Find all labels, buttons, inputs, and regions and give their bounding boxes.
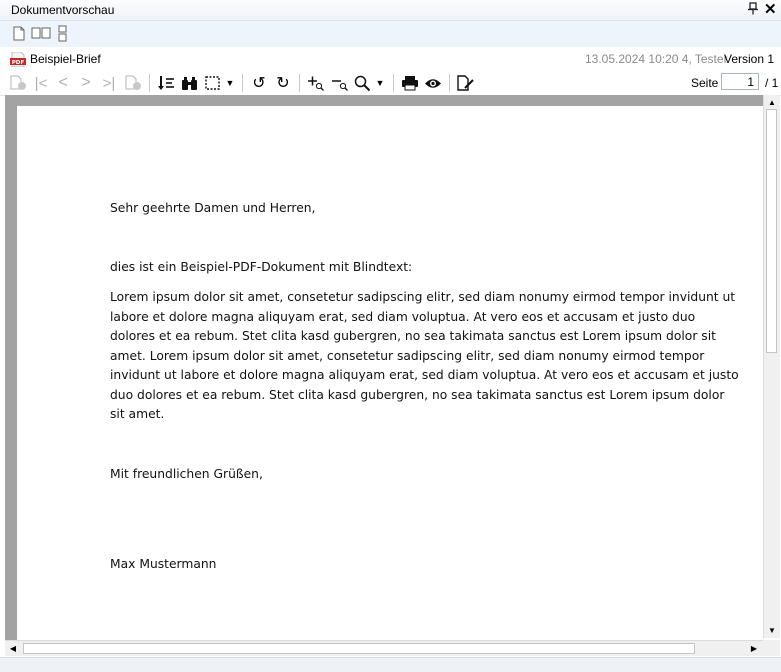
pin-icon[interactable]: [748, 2, 758, 18]
scroll-up-icon[interactable]: ▲: [768, 98, 776, 107]
svg-text:PDF: PDF: [11, 59, 25, 66]
previous-page-icon[interactable]: <: [58, 74, 68, 91]
view-mode-bar: [0, 21, 781, 47]
page-number-input[interactable]: 1: [721, 73, 759, 90]
letter-body-line: amet. Lorem ipsum dolor sit amet, consetetur sadipscing elitr, sed diam nonumy eirmod tempor: [110, 349, 705, 363]
print-icon[interactable]: [400, 74, 420, 92]
add-page-after-icon[interactable]: [124, 74, 142, 92]
window-title: Dokumentvorschau: [11, 3, 115, 17]
edit-document-icon[interactable]: [456, 74, 476, 92]
letter-signature: Max Mustermann: [110, 557, 217, 571]
zoom-in-icon[interactable]: [306, 74, 326, 92]
scroll-down-icon[interactable]: ▼: [768, 626, 776, 635]
vertical-scroll-thumb[interactable]: [766, 109, 777, 353]
rotate-left-icon[interactable]: ↺: [252, 75, 266, 92]
chevron-down-icon[interactable]: ▼: [375, 78, 385, 88]
scroll-right-icon[interactable]: ▶: [750, 644, 758, 653]
first-page-icon[interactable]: |<: [34, 74, 48, 92]
close-icon[interactable]: ✕: [764, 1, 777, 18]
document-name: Beispiel-Brief: [30, 52, 101, 66]
sort-icon[interactable]: [156, 74, 176, 92]
letter-body-line: duo dolores et ea rebum. Stet clita kasd gubergren, no sea takimata sanctus est Lorem ipsum dolor: [110, 388, 725, 402]
bottom-border: [0, 657, 781, 672]
toolbar-separator: [393, 74, 394, 92]
document-viewport[interactable]: [5, 95, 763, 640]
chevron-down-icon[interactable]: ▼: [225, 78, 235, 88]
next-page-icon[interactable]: >: [81, 74, 91, 91]
letter-body-line: dolores et ea rebum. Stet clita kasd gubergren, no sea takimata sanctus est Lorem ipsum dolor sit: [110, 329, 716, 343]
letter-body-line: sit amet.: [110, 407, 165, 421]
zoom-out-icon[interactable]: [330, 74, 350, 92]
toolbar-separator: [299, 74, 300, 92]
horizontal-scroll-thumb[interactable]: [23, 643, 695, 654]
document-page: [17, 106, 763, 640]
two-page-icon[interactable]: [31, 25, 51, 41]
zoom-icon[interactable]: [353, 74, 371, 92]
letter-intro: dies ist ein Beispiel-PDF-Dokument mit Blindtext:: [110, 260, 413, 274]
toolbar-separator: [449, 74, 450, 92]
document-info-bar: [0, 48, 781, 70]
letter-closing: Mit freundlichen Grüßen,: [110, 467, 263, 481]
pdf-file-icon: [10, 52, 26, 70]
scroll-corner: [763, 640, 780, 656]
title-bar: [0, 0, 781, 21]
page-total: / 1: [765, 76, 779, 90]
toolbar-separator: [149, 74, 150, 92]
page-label: Seite: [691, 76, 719, 90]
letter-salutation: Sehr geehrte Damen und Herren,: [110, 201, 316, 215]
viewer-toolbar: [0, 71, 781, 96]
add-page-before-icon[interactable]: [9, 74, 27, 92]
continuous-page-icon[interactable]: [57, 24, 69, 42]
scroll-left-icon[interactable]: ◀: [9, 644, 17, 653]
horizontal-scrollbar[interactable]: [5, 640, 763, 656]
vertical-scrollbar[interactable]: [763, 95, 780, 638]
letter-body-line: invidunt ut labore et dolore magna aliquyam erat, sed diam voluptua. At vero eos et accusam et justo: [110, 368, 739, 382]
selection-rectangle-icon[interactable]: [204, 74, 220, 92]
toolbar-separator: [242, 74, 243, 92]
letter-body-line: labore et dolore magna aliquyam erat, sed diam voluptua. At vero eos et accusam et justo duo: [110, 310, 696, 324]
document-meta: 13.05.2024 10:20 4, Tester: [585, 52, 728, 66]
eye-icon[interactable]: [423, 74, 443, 92]
single-page-icon[interactable]: [11, 25, 27, 41]
binoculars-icon[interactable]: [180, 74, 198, 92]
document-version: Version 1: [724, 52, 775, 66]
rotate-right-icon[interactable]: ↻: [276, 75, 290, 92]
letter-body-line: Lorem ipsum dolor sit amet, consetetur sadipscing elitr, sed diam nonumy eirmod tempor invidunt ut: [110, 290, 736, 304]
last-page-icon[interactable]: >|: [102, 74, 116, 92]
